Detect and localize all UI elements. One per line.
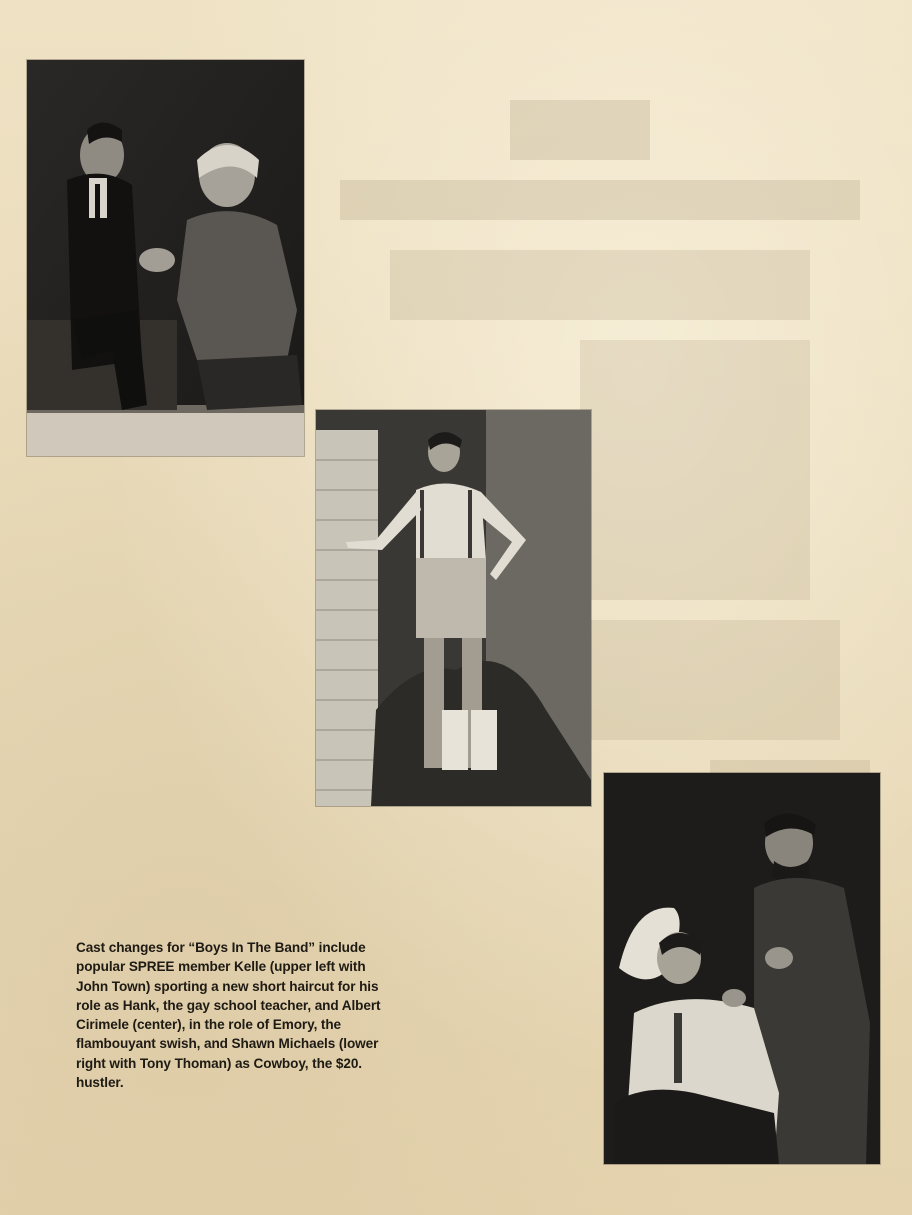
caption-line: hustler.	[76, 1075, 124, 1091]
photo-kelle-and-john-town	[27, 60, 304, 456]
caption-line: flambouyant swish, and Shawn Michaels (lower	[76, 1036, 379, 1052]
caption-line: role as Hank, the gay school teacher, and Albert	[76, 997, 381, 1013]
caption-line: John Town) sporting a new short haircut for his	[76, 978, 379, 994]
caption-line: right with Tony Thoman) as Cowboy, the $20.	[76, 1055, 362, 1071]
photo-albert-cirimele-emory-image	[316, 410, 591, 806]
caption-line: Cast changes for “Boys In The Band” include	[76, 940, 366, 955]
caption-line: popular SPREE member Kelle (upper left with	[76, 959, 366, 975]
photo-albert-cirimele-emory	[316, 410, 591, 806]
caption-line: Cirimele (center), in the role of Emory, the	[76, 1017, 342, 1033]
photo-caption	[76, 938, 426, 1092]
photo-shawn-michaels-and-tony-thoman	[604, 773, 880, 1164]
photo-kelle-and-john-town-image	[27, 60, 304, 456]
photo-shawn-michaels-and-tony-thoman-image	[604, 773, 880, 1164]
